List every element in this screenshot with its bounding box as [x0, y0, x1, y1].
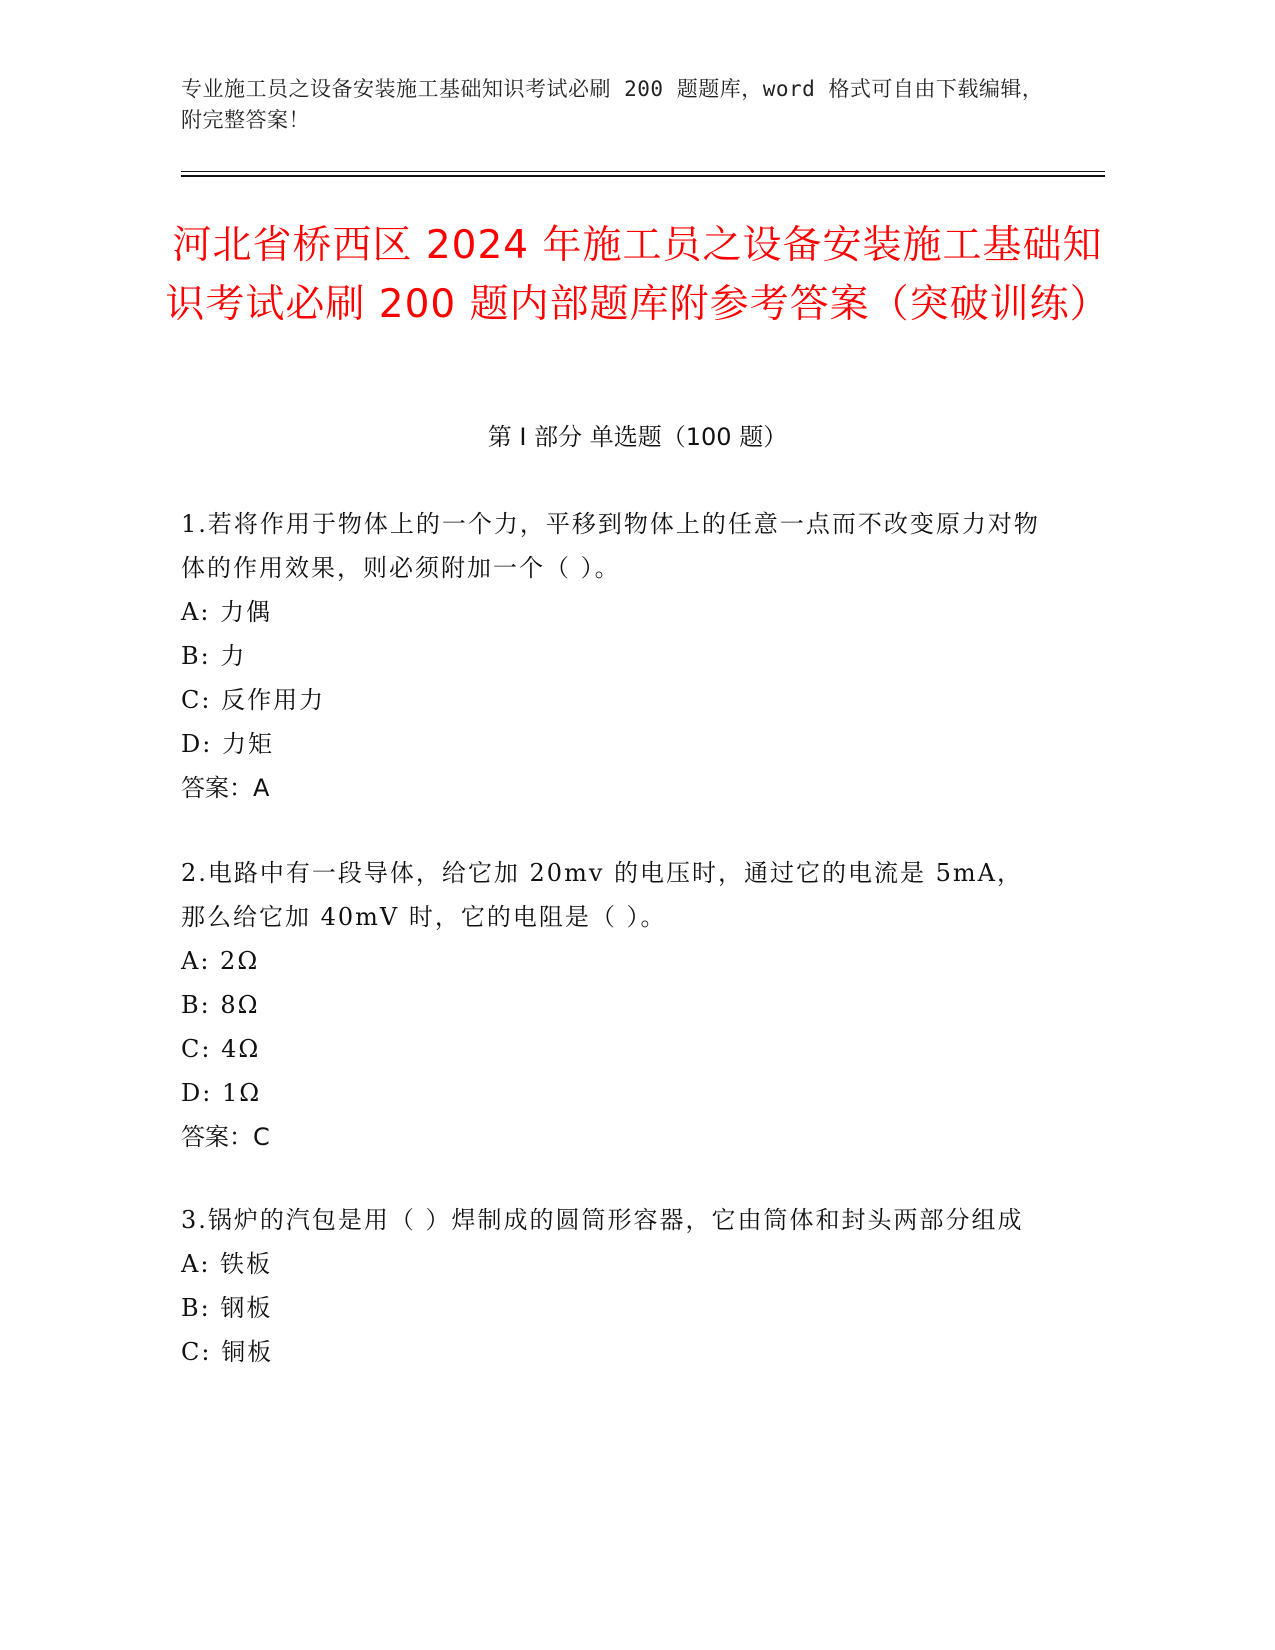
answer-line: 答案：A — [181, 774, 270, 802]
option-a: A: 力偶 — [181, 598, 273, 626]
question-2 — [181, 851, 1041, 1159]
question-3 — [181, 1198, 1041, 1374]
option-c: C: 反作用力 — [181, 686, 326, 714]
option-b: B: 钢板 — [181, 1294, 273, 1322]
option-b: B: 力 — [181, 642, 247, 670]
question-stem: 2.电路中有一段导体，给它加 20mv 的电压时，通过它的电流是 5mA，那么给它加 40mV 时，它的电阻是（ ）。 — [181, 859, 1023, 931]
option-c: C: 4Ω — [181, 1035, 261, 1063]
header-divider-thick — [181, 175, 1105, 177]
question-stem: 3.锅炉的汽包是用（ ）焊制成的圆筒形容器，它由筒体和封头两部分组成 — [181, 1206, 1024, 1234]
option-d: D: 1Ω — [181, 1079, 262, 1107]
document-title: 河北省桥西区 2024 年施工员之设备安装施工基础知识考试必刷 200 题内部题库附参考答案（突破训练） — [165, 223, 1110, 327]
option-a: A: 2Ω — [181, 947, 260, 975]
section-heading: 第 I 部分 单选题（100 题） — [487, 423, 788, 451]
option-c: C: 铜板 — [181, 1338, 274, 1366]
option-a: A: 铁板 — [181, 1250, 273, 1278]
header-divider-thin — [181, 171, 1105, 172]
option-d: D: 力矩 — [181, 730, 274, 758]
question-stem: 1.若将作用于物体上的一个力，平移到物体上的任意一点而不改变原力对物体的作用效果，则必须附加一个（ ）。 — [181, 510, 1040, 582]
option-b: B: 8Ω — [181, 991, 260, 1019]
answer-line: 答案：C — [181, 1123, 270, 1151]
header-note: 专业施工员之设备安装施工基础知识考试必刷 200 题题库，word 格式可自由下载编辑，附完整答案！ — [181, 77, 1044, 132]
question-1 — [181, 502, 1041, 810]
